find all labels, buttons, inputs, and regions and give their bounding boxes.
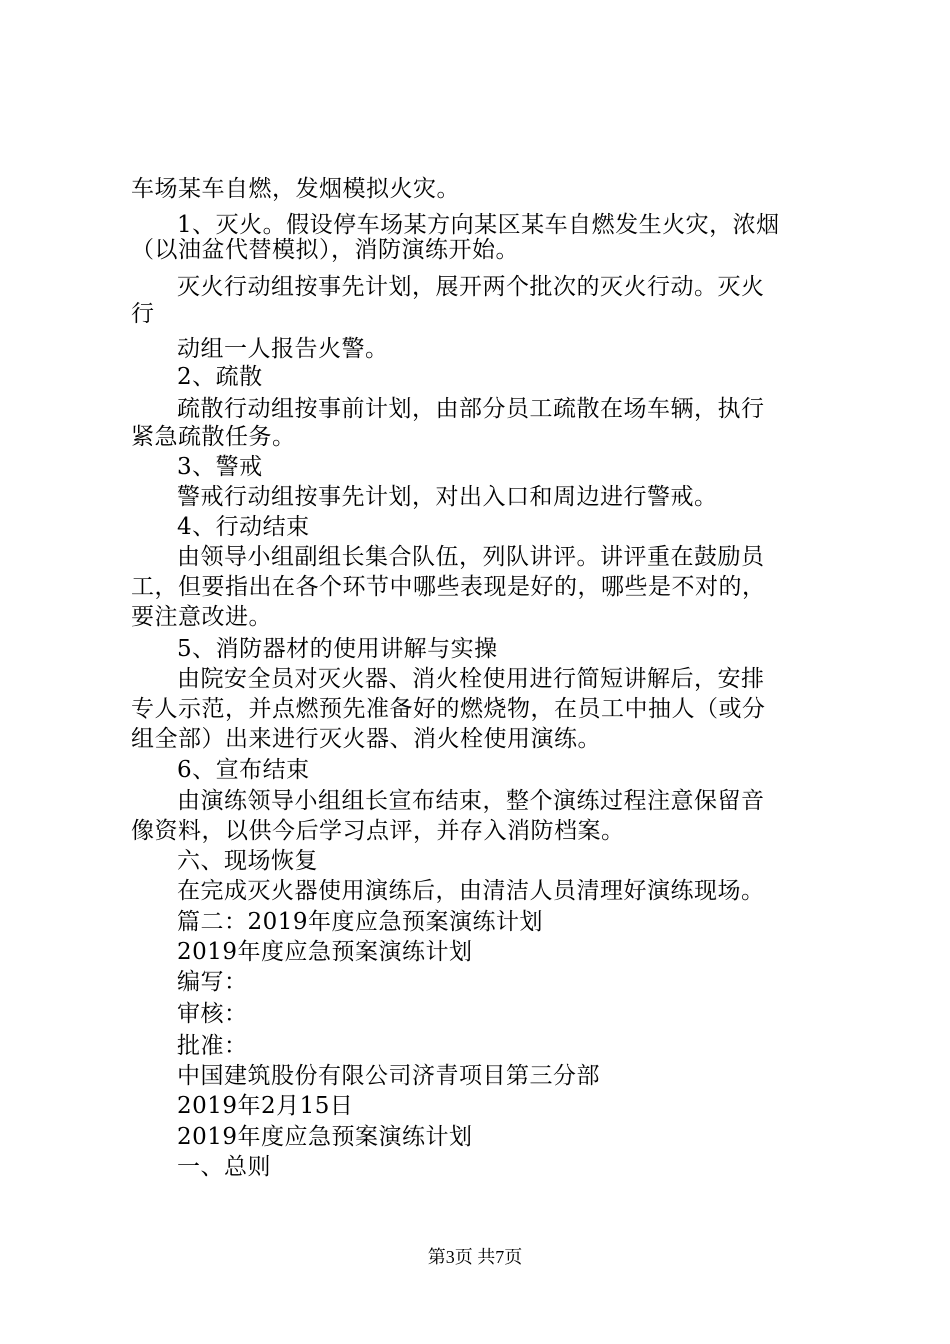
section-heading: 六、现场恢复 [177, 848, 318, 874]
paragraph-line: 像资料，以供今后学习点评，并存入消防档案。 [131, 818, 625, 844]
author-label: 编写： [177, 969, 248, 995]
paragraph-line: 由领导小组副组长集合队伍，列队讲评。讲评重在鼓励员 [177, 544, 765, 570]
section-heading: 2、疏散 [177, 364, 263, 390]
paragraph-line: 由演练领导小组组长宣布结束，整个演练过程注意保留音 [177, 788, 765, 814]
paragraph-line: 要注意改进。 [131, 604, 272, 630]
organization-name: 中国建筑股份有限公司济青项目第三分部 [177, 1063, 600, 1089]
paragraph-line: 疏散行动组按事前计划，由部分员工疏散在场车辆，执行 [177, 396, 765, 422]
document-date: 2019年2月15日 [177, 1093, 354, 1119]
section-heading: 一、总则 [177, 1154, 271, 1180]
paragraph-line: 组全部）出来进行灭火器、消火栓使用演练。 [131, 726, 601, 752]
approver-label: 批准： [177, 1033, 248, 1059]
paragraph-line: 在完成灭火器使用演练后，由清洁人员清理好演练现场。 [177, 878, 765, 904]
paragraph-line: 由院安全员对灭火器、消火栓使用进行简短讲解后，安排 [177, 666, 765, 692]
paragraph-line: 灭火行动组按事先计划，展开两个批次的灭火行动。灭火 [177, 274, 765, 300]
page-footer: 第3页 共7页 [427, 1247, 523, 1267]
paragraph-line: 警戒行动组按事先计划，对出入口和周边进行警戒。 [177, 484, 718, 510]
section-heading: 5、消防器材的使用讲解与实操 [177, 636, 498, 662]
reviewer-label: 审核： [177, 1001, 248, 1027]
paragraph-line: 工，但要指出在各个环节中哪些表现是好的，哪些是不对的， [131, 574, 766, 600]
paragraph-line: 紧急疏散任务。 [131, 424, 296, 450]
paragraph-line: 1、灭火。假设停车场某方向某区某车自燃发生火灾，浓烟 [177, 212, 780, 238]
section-heading: 6、宣布结束 [177, 757, 310, 783]
document-title: 2019年度应急预案演练计划 [177, 1124, 473, 1150]
section-heading: 篇二：2019年度应急预案演练计划 [177, 909, 544, 935]
section-heading: 4、行动结束 [177, 514, 310, 540]
paragraph-line: 专人示范，并点燃预先准备好的燃烧物，在员工中抽人（或分 [131, 696, 766, 722]
paragraph-line: （以油盆代替模拟），消防演练开始。 [131, 237, 519, 263]
paragraph-line: 行 [131, 301, 155, 327]
paragraph-line: 车场某车自燃，发烟模拟火灾。 [131, 176, 460, 202]
section-heading: 3、警戒 [177, 454, 263, 480]
document-title: 2019年度应急预案演练计划 [177, 939, 473, 965]
paragraph-line: 动组一人报告火警。 [177, 336, 389, 362]
